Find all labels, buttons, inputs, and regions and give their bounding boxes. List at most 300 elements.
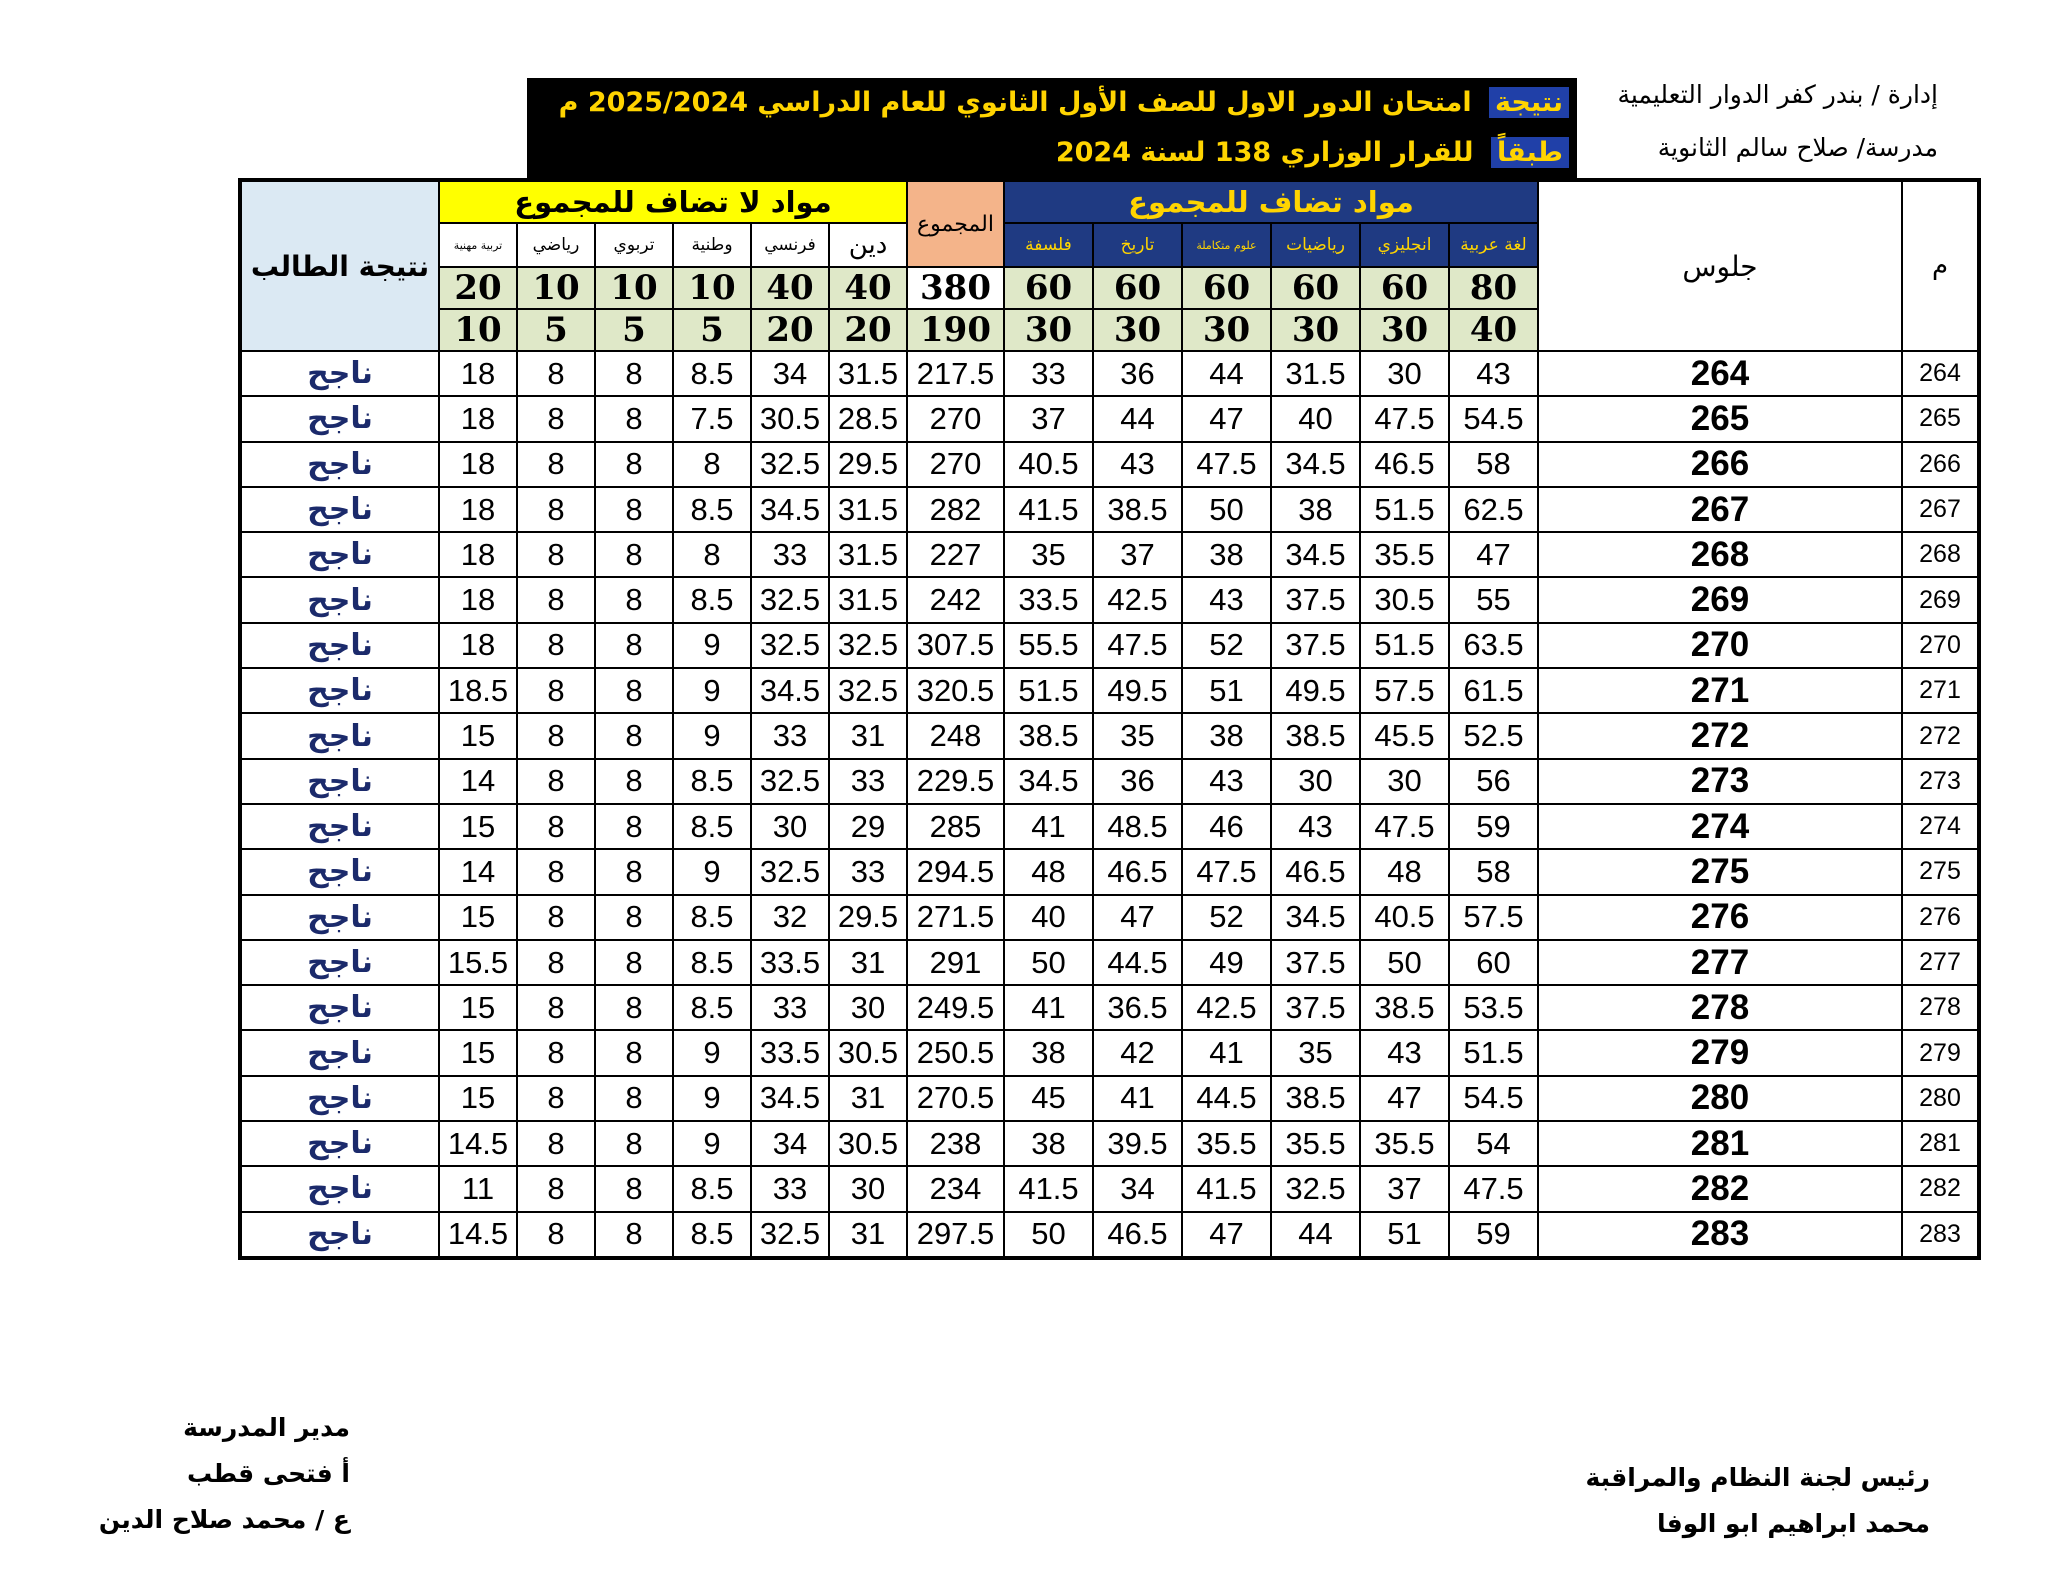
result-cell: ناجح (240, 351, 439, 396)
min-score-cell: 20 (829, 309, 907, 351)
score-cell-not-added: 30 (751, 804, 829, 849)
score-cell-not-added: 8 (595, 804, 673, 849)
max-total-cell: 380 (907, 267, 1004, 309)
seat-number-cell: 271 (1538, 668, 1902, 713)
score-cell-added: 34.5 (1271, 442, 1360, 487)
score-cell-added: 37.5 (1271, 940, 1360, 985)
score-cell-added: 59 (1449, 804, 1538, 849)
table-row (240, 1030, 1979, 1075)
table-row (240, 759, 1979, 804)
score-cell-not-added: 8 (595, 532, 673, 577)
result-cell: ناجح (240, 1076, 439, 1121)
seat-number-cell: 270 (1538, 623, 1902, 668)
score-cell-added: 54.5 (1449, 396, 1538, 441)
score-cell-not-added: 8 (517, 713, 595, 758)
table-row (240, 713, 1979, 758)
score-cell-added: 37 (1093, 532, 1182, 577)
title-highlight: نتيجة (1489, 87, 1569, 118)
score-cell-added: 41 (1004, 804, 1093, 849)
table-row (240, 351, 1979, 396)
score-cell-added: 50 (1182, 487, 1271, 532)
score-cell-not-added: 8.5 (673, 487, 751, 532)
seat-number-cell: 281 (1538, 1121, 1902, 1166)
table-row (240, 940, 1979, 985)
score-cell-added: 41 (1182, 1030, 1271, 1075)
score-cell-not-added: 8 (595, 940, 673, 985)
signature-principal-name: أ فتحى قطب (186, 1459, 350, 1488)
score-cell-not-added: 30 (829, 1166, 907, 1211)
score-cell-added: 38 (1182, 532, 1271, 577)
score-cell-added: 44 (1271, 1212, 1360, 1258)
score-cell-added: 46.5 (1360, 442, 1449, 487)
score-cell-not-added: 32.5 (751, 577, 829, 622)
score-cell-added: 52 (1182, 895, 1271, 940)
score-cell-added: 44 (1093, 396, 1182, 441)
score-cell-added: 48 (1360, 849, 1449, 894)
score-cell-not-added: 30 (829, 985, 907, 1030)
row-index-cell: 279 (1902, 1030, 1979, 1075)
score-cell-not-added: 8 (595, 985, 673, 1030)
score-cell-not-added: 15 (439, 1030, 517, 1075)
score-cell-not-added: 8 (517, 759, 595, 804)
score-cell-not-added: 18 (439, 487, 517, 532)
score-cell-added: 49.5 (1093, 668, 1182, 713)
score-cell-not-added: 34 (751, 351, 829, 396)
col-header-m: م (1902, 180, 1979, 351)
score-cell-added: 37.5 (1271, 985, 1360, 1030)
score-cell-added: 33.5 (1004, 577, 1093, 622)
score-cell-not-added: 33.5 (751, 1030, 829, 1075)
total-cell: 248 (907, 713, 1004, 758)
score-cell-not-added: 32.5 (751, 849, 829, 894)
seat-number-cell: 280 (1538, 1076, 1902, 1121)
subject-header-added: انجليزي (1360, 223, 1449, 267)
total-cell: 238 (907, 1121, 1004, 1166)
score-cell-added: 36.5 (1093, 985, 1182, 1030)
score-cell-not-added: 9 (673, 623, 751, 668)
score-cell-not-added: 8.5 (673, 1166, 751, 1211)
score-cell-added: 55 (1449, 577, 1538, 622)
subject-header-added: رياضيات (1271, 223, 1360, 267)
max-score-cell: 10 (673, 267, 751, 309)
min-score-cell: 30 (1093, 309, 1182, 351)
seat-number-cell: 272 (1538, 713, 1902, 758)
result-cell: ناجح (240, 623, 439, 668)
score-cell-added: 40 (1004, 895, 1093, 940)
subject-header-not-added: وطنية (673, 223, 751, 267)
score-cell-added: 59 (1449, 1212, 1538, 1258)
table-row (240, 849, 1979, 894)
score-cell-not-added: 8 (517, 668, 595, 713)
total-cell: 249.5 (907, 985, 1004, 1030)
score-cell-not-added: 8 (517, 351, 595, 396)
score-cell-added: 41.5 (1004, 1166, 1093, 1211)
score-cell-added: 41 (1004, 985, 1093, 1030)
table-row (240, 1121, 1979, 1166)
min-score-cell: 10 (439, 309, 517, 351)
score-cell-not-added: 8 (595, 1212, 673, 1258)
row-index-cell: 269 (1902, 577, 1979, 622)
max-score-cell: 60 (1271, 267, 1360, 309)
subject-header-not-added: تربية مهنية (439, 223, 517, 267)
group-header-not-added: مواد لا تضاف للمجموع (439, 180, 907, 223)
score-cell-added: 43 (1182, 759, 1271, 804)
score-cell-added: 33 (1004, 351, 1093, 396)
score-cell-not-added: 8 (673, 532, 751, 577)
score-cell-not-added: 8.5 (673, 804, 751, 849)
score-cell-added: 55.5 (1004, 623, 1093, 668)
table-row (240, 532, 1979, 577)
score-cell-not-added: 8 (595, 1166, 673, 1211)
signature-deputy-name: ع / محمد صلاح الدين (98, 1505, 350, 1534)
score-cell-not-added: 33 (751, 985, 829, 1030)
seat-number-cell: 277 (1538, 940, 1902, 985)
score-cell-added: 51 (1182, 668, 1271, 713)
score-cell-added: 53.5 (1449, 985, 1538, 1030)
row-index-cell: 273 (1902, 759, 1979, 804)
max-score-cell: 60 (1360, 267, 1449, 309)
title-text: امتحان الدور الاول للصف الأول الثانوي للعام الدراسي 2025/2024 م (558, 87, 1481, 118)
result-cell: ناجح (240, 985, 439, 1030)
min-score-cell: 40 (1449, 309, 1538, 351)
result-cell: ناجح (240, 895, 439, 940)
score-cell-added: 37 (1360, 1166, 1449, 1211)
total-cell: 271.5 (907, 895, 1004, 940)
score-cell-not-added: 8 (595, 396, 673, 441)
score-cell-not-added: 18 (439, 577, 517, 622)
score-cell-not-added: 32.5 (751, 759, 829, 804)
seat-number-cell: 276 (1538, 895, 1902, 940)
score-cell-not-added: 8.5 (673, 759, 751, 804)
seat-number-cell: 264 (1538, 351, 1902, 396)
min-score-cell: 30 (1271, 309, 1360, 351)
score-cell-not-added: 8 (595, 713, 673, 758)
score-cell-added: 38 (1182, 713, 1271, 758)
score-cell-not-added: 34 (751, 1121, 829, 1166)
result-cell: ناجح (240, 1212, 439, 1258)
row-index-cell: 272 (1902, 713, 1979, 758)
subject-header-not-added: دين (829, 223, 907, 267)
total-cell: 291 (907, 940, 1004, 985)
score-cell-added: 38.5 (1271, 1076, 1360, 1121)
score-cell-not-added: 33 (829, 849, 907, 894)
min-score-cell: 20 (751, 309, 829, 351)
score-cell-added: 35.5 (1360, 1121, 1449, 1166)
score-cell-not-added: 8 (517, 1166, 595, 1211)
score-cell-added: 42.5 (1182, 985, 1271, 1030)
score-cell-added: 41.5 (1004, 487, 1093, 532)
score-cell-added: 38.5 (1360, 985, 1449, 1030)
score-cell-not-added: 33 (751, 532, 829, 577)
score-cell-not-added: 18 (439, 351, 517, 396)
score-cell-not-added: 9 (673, 1076, 751, 1121)
seat-number-cell: 266 (1538, 442, 1902, 487)
result-cell: ناجح (240, 1030, 439, 1075)
score-cell-added: 35.5 (1360, 532, 1449, 577)
score-cell-added: 47.5 (1360, 804, 1449, 849)
score-cell-added: 48 (1004, 849, 1093, 894)
score-cell-not-added: 7.5 (673, 396, 751, 441)
score-cell-not-added: 8 (595, 623, 673, 668)
min-score-cell: 30 (1360, 309, 1449, 351)
seat-number-cell: 269 (1538, 577, 1902, 622)
signature-control-name: محمد ابراهيم ابو الوفا (1656, 1509, 1930, 1538)
score-cell-not-added: 11 (439, 1166, 517, 1211)
score-cell-not-added: 8 (517, 442, 595, 487)
signature-principal-title: مدير المدرسة (183, 1413, 350, 1442)
score-cell-added: 56 (1449, 759, 1538, 804)
score-cell-not-added: 8 (595, 487, 673, 532)
score-cell-not-added: 8 (595, 1030, 673, 1075)
row-index-cell: 270 (1902, 623, 1979, 668)
score-cell-added: 51.5 (1004, 668, 1093, 713)
score-cell-added: 30 (1360, 351, 1449, 396)
total-cell: 270 (907, 396, 1004, 441)
score-cell-added: 32.5 (1271, 1166, 1360, 1211)
score-cell-added: 37 (1004, 396, 1093, 441)
score-cell-not-added: 8 (517, 940, 595, 985)
result-cell: ناجح (240, 532, 439, 577)
score-cell-added: 40.5 (1360, 895, 1449, 940)
score-cell-added: 40 (1271, 396, 1360, 441)
table-row (240, 985, 1979, 1030)
score-cell-not-added: 14 (439, 759, 517, 804)
score-cell-added: 37.5 (1271, 577, 1360, 622)
score-cell-added: 43 (1093, 442, 1182, 487)
score-cell-not-added: 8 (595, 351, 673, 396)
score-cell-not-added: 14.5 (439, 1212, 517, 1258)
score-cell-not-added: 18 (439, 623, 517, 668)
score-cell-added: 47 (1182, 1212, 1271, 1258)
score-cell-added: 38.5 (1004, 713, 1093, 758)
score-cell-not-added: 15 (439, 985, 517, 1030)
subject-header-not-added: تربوي (595, 223, 673, 267)
score-cell-not-added: 33 (751, 713, 829, 758)
total-cell: 270 (907, 442, 1004, 487)
score-cell-not-added: 31 (829, 940, 907, 985)
score-cell-not-added: 8 (595, 895, 673, 940)
score-cell-not-added: 9 (673, 713, 751, 758)
score-cell-added: 50 (1360, 940, 1449, 985)
seat-number-cell: 265 (1538, 396, 1902, 441)
score-cell-added: 47.5 (1449, 1166, 1538, 1211)
table-row (240, 1166, 1979, 1211)
total-cell: 307.5 (907, 623, 1004, 668)
row-index-cell: 278 (1902, 985, 1979, 1030)
score-cell-not-added: 15 (439, 1076, 517, 1121)
score-cell-not-added: 9 (673, 668, 751, 713)
title-banner-line1 (527, 78, 1577, 128)
score-cell-not-added: 8.5 (673, 895, 751, 940)
min-score-cell: 30 (1182, 309, 1271, 351)
score-cell-added: 46.5 (1271, 849, 1360, 894)
score-cell-added: 38.5 (1093, 487, 1182, 532)
score-cell-added: 46.5 (1093, 1212, 1182, 1258)
row-index-cell: 282 (1902, 1166, 1979, 1211)
total-cell: 234 (907, 1166, 1004, 1211)
score-cell-not-added: 8.5 (673, 577, 751, 622)
score-cell-added: 34.5 (1271, 895, 1360, 940)
score-cell-not-added: 18 (439, 532, 517, 577)
score-cell-added: 34.5 (1004, 759, 1093, 804)
score-cell-added: 52.5 (1449, 713, 1538, 758)
score-cell-not-added: 8 (517, 396, 595, 441)
score-cell-not-added: 34.5 (751, 1076, 829, 1121)
score-cell-added: 35.5 (1182, 1121, 1271, 1166)
score-cell-not-added: 32 (751, 895, 829, 940)
title-banner-line2 (527, 128, 1577, 178)
min-score-cell: 5 (673, 309, 751, 351)
score-cell-not-added: 14.5 (439, 1121, 517, 1166)
total-cell: 297.5 (907, 1212, 1004, 1258)
seat-number-cell: 279 (1538, 1030, 1902, 1075)
administration-label: إدارة / بندر كفر الدوار التعليمية (1617, 80, 1938, 109)
score-cell-not-added: 8 (517, 985, 595, 1030)
score-cell-not-added: 33 (829, 759, 907, 804)
score-cell-added: 38 (1271, 487, 1360, 532)
score-cell-added: 42 (1093, 1030, 1182, 1075)
seat-number-cell: 282 (1538, 1166, 1902, 1211)
score-cell-not-added: 15 (439, 895, 517, 940)
col-header-result: نتيجة الطالب (240, 180, 439, 351)
score-cell-added: 44.5 (1182, 1076, 1271, 1121)
max-score-cell: 60 (1182, 267, 1271, 309)
row-index-cell: 267 (1902, 487, 1979, 532)
score-cell-not-added: 14 (439, 849, 517, 894)
score-cell-added: 47.5 (1182, 442, 1271, 487)
score-cell-not-added: 30.5 (751, 396, 829, 441)
total-cell: 229.5 (907, 759, 1004, 804)
score-cell-added: 57.5 (1449, 895, 1538, 940)
row-index-cell: 266 (1902, 442, 1979, 487)
total-cell: 242 (907, 577, 1004, 622)
row-index-cell: 271 (1902, 668, 1979, 713)
score-cell-added: 41 (1093, 1076, 1182, 1121)
table-row (240, 396, 1979, 441)
score-cell-added: 44 (1182, 351, 1271, 396)
max-score-cell: 10 (517, 267, 595, 309)
score-cell-not-added: 15 (439, 713, 517, 758)
score-cell-added: 38 (1004, 1030, 1093, 1075)
score-cell-not-added: 9 (673, 1121, 751, 1166)
score-cell-not-added: 31 (829, 1212, 907, 1258)
score-cell-not-added: 31.5 (829, 487, 907, 532)
score-cell-added: 43 (1449, 351, 1538, 396)
score-cell-not-added: 8 (517, 1030, 595, 1075)
table-row (240, 577, 1979, 622)
score-cell-not-added: 9 (673, 849, 751, 894)
row-index-cell: 283 (1902, 1212, 1979, 1258)
subject-header-not-added: فرنسي (751, 223, 829, 267)
max-score-cell: 60 (1093, 267, 1182, 309)
max-score-cell: 40 (751, 267, 829, 309)
score-cell-not-added: 31.5 (829, 532, 907, 577)
score-cell-not-added: 31 (829, 713, 907, 758)
score-cell-not-added: 8 (595, 849, 673, 894)
subject-header-not-added: رياضي (517, 223, 595, 267)
score-cell-not-added: 8 (517, 849, 595, 894)
seat-number-cell: 267 (1538, 487, 1902, 532)
results-table (238, 178, 1981, 1260)
score-cell-added: 41.5 (1182, 1166, 1271, 1211)
score-cell-added: 35 (1271, 1030, 1360, 1075)
score-cell-added: 61.5 (1449, 668, 1538, 713)
row-index-cell: 281 (1902, 1121, 1979, 1166)
score-cell-added: 45.5 (1360, 713, 1449, 758)
score-cell-not-added: 8.5 (673, 940, 751, 985)
score-cell-not-added: 8 (595, 577, 673, 622)
score-cell-added: 35 (1004, 532, 1093, 577)
score-cell-not-added: 8.5 (673, 1212, 751, 1258)
row-index-cell: 268 (1902, 532, 1979, 577)
score-cell-added: 50 (1004, 1212, 1093, 1258)
subject-header-added: فلسفة (1004, 223, 1093, 267)
score-cell-added: 49 (1182, 940, 1271, 985)
total-cell: 270.5 (907, 1076, 1004, 1121)
score-cell-added: 36 (1093, 351, 1182, 396)
score-cell-not-added: 8.5 (673, 985, 751, 1030)
seat-number-cell: 275 (1538, 849, 1902, 894)
seat-number-cell: 274 (1538, 804, 1902, 849)
result-cell: ناجح (240, 849, 439, 894)
score-cell-added: 46 (1182, 804, 1271, 849)
score-cell-not-added: 31.5 (829, 577, 907, 622)
score-cell-added: 51.5 (1360, 623, 1449, 668)
signature-principal (30, 1405, 350, 1543)
score-cell-added: 58 (1449, 442, 1538, 487)
score-cell-not-added: 9 (673, 1030, 751, 1075)
score-cell-not-added: 8 (517, 1121, 595, 1166)
row-index-cell: 264 (1902, 351, 1979, 396)
table-row (240, 895, 1979, 940)
score-cell-added: 36 (1093, 759, 1182, 804)
score-cell-not-added: 31.5 (829, 351, 907, 396)
score-cell-added: 54 (1449, 1121, 1538, 1166)
score-cell-not-added: 8 (517, 1076, 595, 1121)
score-cell-not-added: 8 (595, 1121, 673, 1166)
score-cell-added: 46.5 (1093, 849, 1182, 894)
score-cell-added: 63.5 (1449, 623, 1538, 668)
row-index-cell: 276 (1902, 895, 1979, 940)
score-cell-not-added: 32.5 (829, 668, 907, 713)
score-cell-not-added: 8 (517, 532, 595, 577)
result-cell: ناجح (240, 577, 439, 622)
score-cell-not-added: 15.5 (439, 940, 517, 985)
score-cell-added: 42.5 (1093, 577, 1182, 622)
score-cell-added: 39.5 (1093, 1121, 1182, 1166)
score-cell-not-added: 8 (595, 1076, 673, 1121)
result-cell: ناجح (240, 442, 439, 487)
seat-number-cell: 278 (1538, 985, 1902, 1030)
score-cell-not-added: 18 (439, 442, 517, 487)
score-cell-added: 62.5 (1449, 487, 1538, 532)
row-index-cell: 277 (1902, 940, 1979, 985)
score-cell-not-added: 18 (439, 396, 517, 441)
score-cell-added: 47 (1449, 532, 1538, 577)
table-row (240, 442, 1979, 487)
max-score-cell: 20 (439, 267, 517, 309)
seat-number-cell: 283 (1538, 1212, 1902, 1258)
score-cell-not-added: 30.5 (829, 1030, 907, 1075)
col-header-seat: جلوس (1538, 180, 1902, 351)
score-cell-not-added: 28.5 (829, 396, 907, 441)
result-cell: ناجح (240, 1166, 439, 1211)
result-cell: ناجح (240, 1121, 439, 1166)
subject-header-added: علوم متكاملة (1182, 223, 1271, 267)
score-cell-added: 34.5 (1271, 532, 1360, 577)
subject-header-added: لغة عربية (1449, 223, 1538, 267)
table-row (240, 1212, 1979, 1258)
